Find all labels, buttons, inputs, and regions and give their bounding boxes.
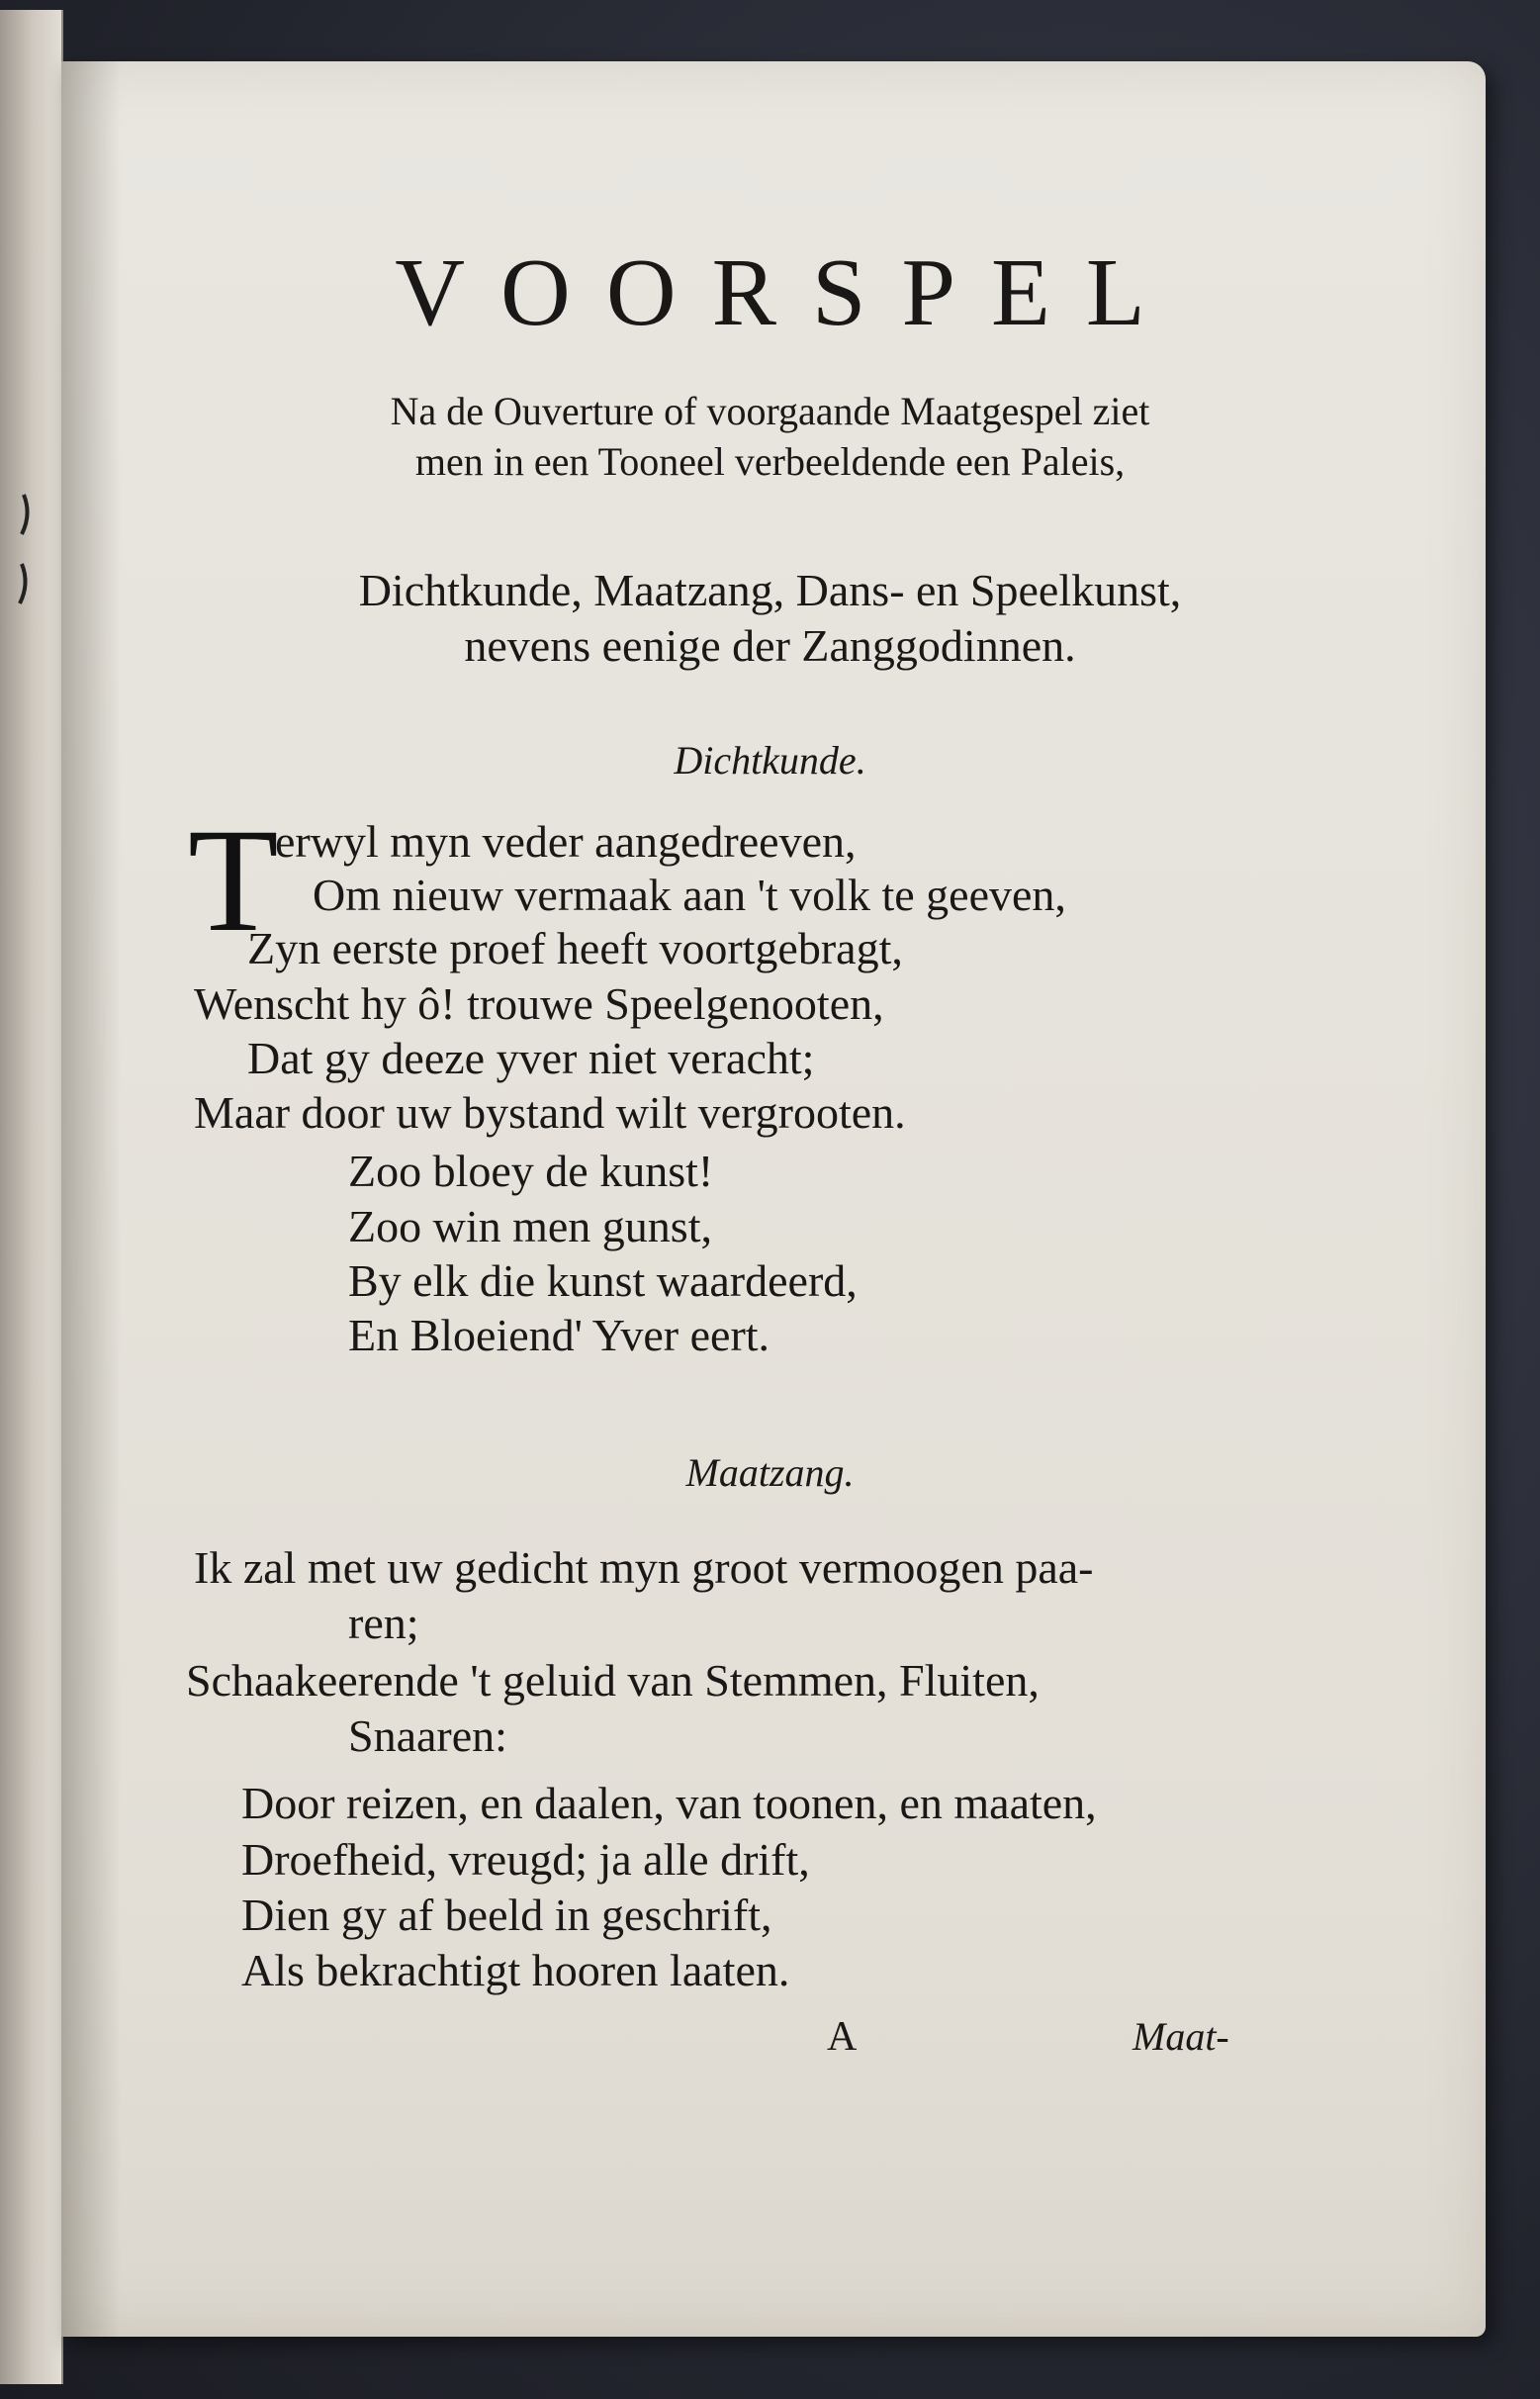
verse-line: Wenscht hy ô! trouwe Speelgenooten,	[194, 978, 884, 1029]
verse-line: By elk die kunst waardeerd,	[348, 1255, 858, 1306]
verse-line: Ik zal met uw gedicht myn groot vermoogen paa-	[194, 1542, 1094, 1593]
verse-line: Zyn eerste proef heeft voortgebragt,	[247, 923, 903, 973]
characters-line-2: nevens eenige der Zanggodinnen.	[464, 620, 1076, 671]
speaker-maatzang: Maatzang.	[685, 1450, 855, 1495]
verse-line: Dien gy af beeld in geschrift,	[241, 1890, 772, 1940]
stage-direction-line-1: Na de Ouverture of voorgaande Maatgespel ziet	[390, 389, 1150, 433]
verse-line: Droefheid, vreugd; ja alle drift,	[241, 1834, 810, 1885]
verse-line: Door reizen, en daalen, van toonen, en maaten,	[241, 1778, 1097, 1828]
verse-line: Als bekrachtigt hooren laaten.	[241, 1945, 790, 1995]
verse-line: erwyl myn veder aangedreeven,	[275, 816, 857, 867]
page-title: VOORSPEL	[395, 239, 1181, 346]
verse-line: ren;	[348, 1598, 419, 1648]
signature-mark: A	[827, 2014, 858, 2060]
verse-line: Om nieuw vermaak aan 't volk te geeven,	[313, 870, 1066, 920]
verse-line: Schaakeerende 't geluid van Stemmen, Fluiten,	[186, 1655, 1040, 1706]
drop-cap: T	[188, 798, 279, 963]
verse-line: Dat gy deeze yver niet veracht;	[247, 1033, 815, 1083]
speaker-dichtkunde: Dichtkunde.	[674, 738, 866, 783]
verse-line: Zoo win men gunst,	[348, 1201, 712, 1251]
verse-line: En Bloeiend' Yver eert.	[348, 1310, 770, 1360]
verse-line: Zoo bloey de kunst!	[348, 1146, 714, 1196]
verse-line: Snaaren:	[348, 1710, 507, 1761]
catchword: Maat-	[1132, 2014, 1229, 2059]
verse-line: Maar door uw bystand wilt vergrooten.	[194, 1087, 906, 1138]
previous-page-edge	[0, 10, 63, 2384]
stage-direction-line-2: men in een Tooneel verbeeldende een Paleis,	[414, 439, 1126, 484]
characters-line-1: Dichtkunde, Maatzang, Dans- en Speelkunst,	[358, 565, 1182, 615]
